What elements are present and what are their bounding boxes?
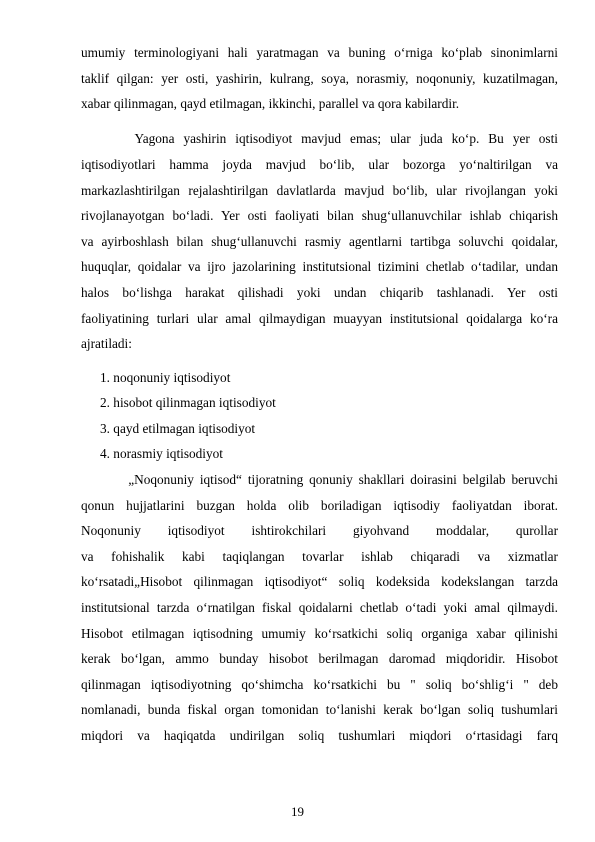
paragraph-2-line-9: ajratiladi: xyxy=(81,336,132,351)
paragraph-2-line-4: rivojlanayotgan bo‘ladi. Yer osti faoliyati bilan shug‘ullanuvchilar ishlab chiqarish xyxy=(81,208,558,223)
paragraph-2-line-3: markazlashtirilgan rejalashtirilgan davlatlarda mavjud bo‘lib, ular rivojlangan yoki xyxy=(81,183,558,198)
page-number: 19 xyxy=(291,804,304,819)
paragraph-2-line-2: iqtisodiyotlari hamma joyda mavjud bo‘lib, ular bozorga yo‘naltirilgan va xyxy=(81,157,558,172)
list-item: 1. noqonuniy iqtisodiyot xyxy=(100,370,231,385)
list-item: 4. norasmiy iqtisodiyot xyxy=(100,446,223,461)
paragraph-3-line-2: qonun hujjatlarini buzgan holda olib boriladigan iqtisodiy faoliyatdan iborat. xyxy=(81,498,558,513)
paragraph-3-line-11: miqdori va haqiqatda undirilgan soliq tushumlari miqdori o‘rtasidagi farq xyxy=(81,728,558,743)
list-item: 3. qayd etilmagan iqtisodiyot xyxy=(100,421,256,436)
paragraph-2-line-5: va ayirboshlash bilan shug‘ullanuvchi rasmiy agentlarni tartibga soluvchi qoidalar, xyxy=(81,234,558,249)
paragraph-1-line-1: umumiy terminologiyani hali yaratmagan va buning o‘rniga ko‘plab sinonimlarni xyxy=(81,45,558,60)
paragraph-2-line-8: faoliyatining turlari ular amal qilmaydigan muayyan institutsional qoidalarga ko‘ra xyxy=(81,311,558,326)
paragraph-2-line-1: Yagona yashirin iqtisodiyot mavjud emas; ular juda ko‘p. Bu yer osti xyxy=(81,131,558,146)
paragraph-3-line-6: institutsional tarzda o‘rnatilgan fiskal qoidalarni chetlab o‘tadi yoki amal qilmaydi. xyxy=(81,600,558,615)
paragraph-2-line-6: huquqlar, qoidalar va ijro jazolarining institutsional tizimini chetlab o‘tadilar, undan xyxy=(81,259,558,274)
paragraph-3-line-8: kerak bo‘lgan, ammo bunday hisobot berilmagan daromad miqdoridir. Hisobot xyxy=(81,651,558,666)
paragraph-3-line-3: Noqonuniy iqtisodiyot ishtirokchilari giyohvand moddalar, qurollar xyxy=(81,523,558,538)
paragraph-3-line-7: Hisobot etilmagan iqtisodning umumiy ko‘rsatkichi soliq organiga xabar qilinishi xyxy=(81,626,558,641)
paragraph-3-line-1: „Noqonuniy iqtisod“ tijoratning qonuniy shakllari doirasini belgilab beruvchi xyxy=(81,472,558,487)
paragraph-3-line-9: qilinmagan iqtisodiyotning qo‘shimcha ko‘rsatkichi bu " soliq bo‘shlig‘i " deb xyxy=(81,677,558,692)
paragraph-3-line-10: nomlanadi, bunda fiskal organ tomonidan to‘lanishi kerak bo‘lgan soliq tushumlari xyxy=(81,702,558,717)
paragraph-3-line-4: va fohishalik kabi taqiqlangan tovarlar ishlab chiqaradi va xizmatlar xyxy=(81,549,558,564)
paragraph-3-line-5: ko‘rsatadi„Hisobot qilinmagan iqtisodiyot“ soliq kodeksida kodekslangan tarzda xyxy=(81,574,558,589)
paragraph-1-line-3: xabar qilinmagan, qayd etilmagan, ikkinchi, parallel va qora kabilardir. xyxy=(81,96,460,111)
paragraph-1-line-2: taklif qilgan: yer osti, yashirin, kulrang, soya, norasmiy, noqonuniy, kuzatilmagan, xyxy=(81,71,558,86)
list-item: 2. hisobot qilinmagan iqtisodiyot xyxy=(100,395,276,410)
paragraph-2-line-7: halos bo‘lishga harakat qilishadi yoki undan chiqarib tashlanadi. Yer osti xyxy=(81,285,558,300)
